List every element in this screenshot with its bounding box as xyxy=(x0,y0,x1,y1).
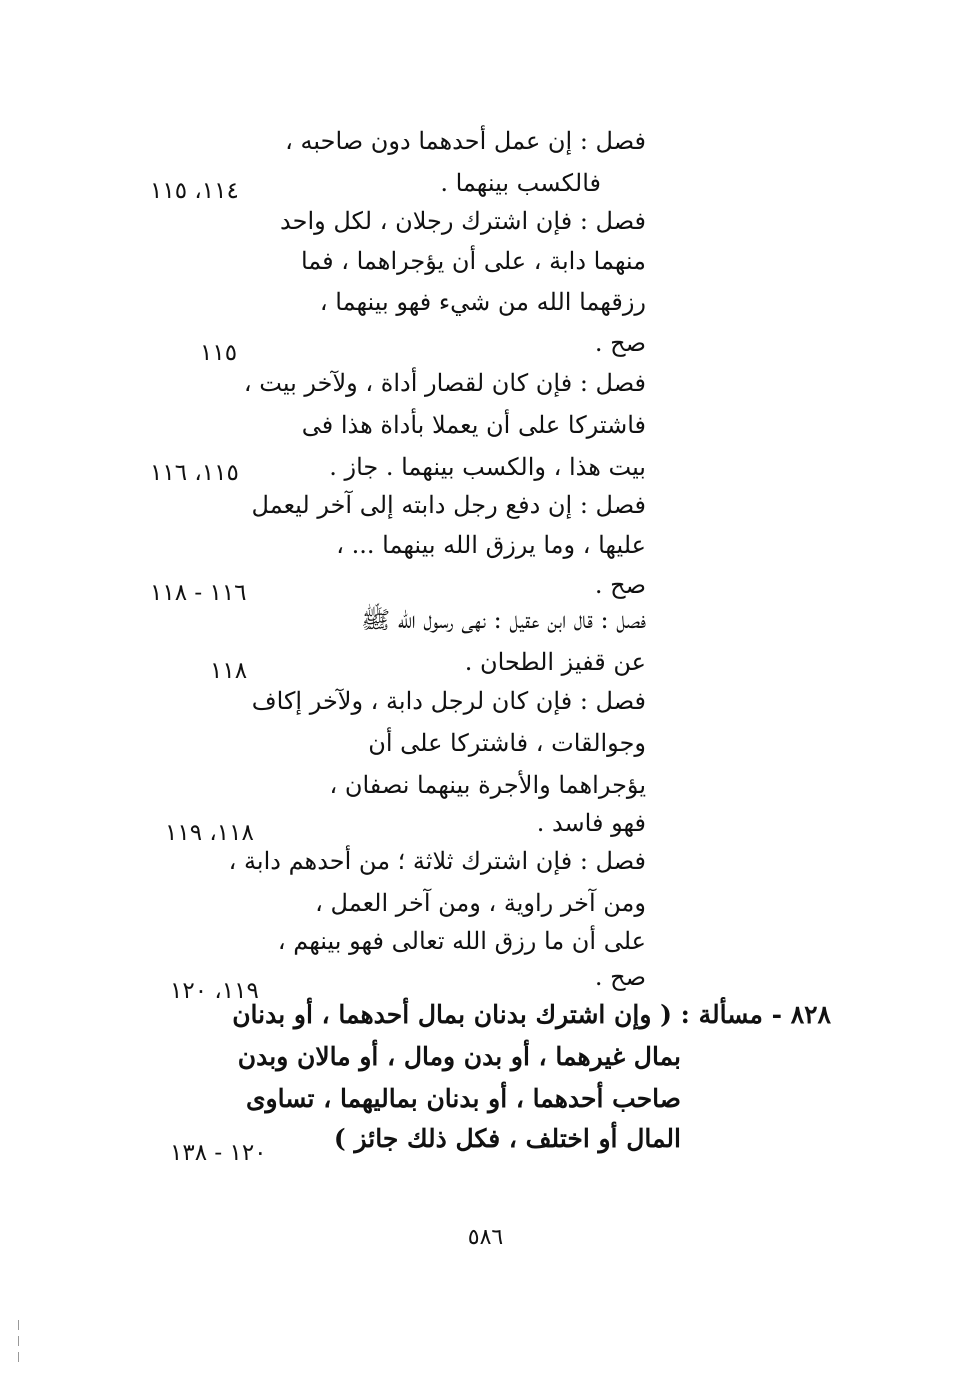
masala-line: صاحب أحدهما ، أو بدنان بماليهما ، تساوى xyxy=(245,1084,681,1113)
entry-line: عن قفيز الطحان . xyxy=(464,648,646,676)
masala-line: المال أو اختلف ، فكل ذلك جائز ) xyxy=(333,1124,681,1153)
page-reference: ١١٩، ١٢٠ xyxy=(170,978,259,1004)
masala-line: ٨٢٨ - مسألة : ( وإن اشترك بدنان بمال أحدهما ، أو بدنان xyxy=(232,1000,831,1029)
page-number: ٥٨٦ xyxy=(467,1225,504,1250)
entry-line: فصل : فإن كان لقصار أداة ، ولآخر بيت ، xyxy=(243,369,646,397)
page-reference: ١١٨، ١١٩ xyxy=(165,820,254,846)
masala-line: بمال غيرهما ، أو بدن ومال ، أو مالان وبدن xyxy=(237,1042,681,1071)
entry-line: فصل : إن دفع رجل دابته إلى آخر ليعمل xyxy=(251,491,646,519)
entry-line: على أن ما رزق الله تعالى فهو بينهم ، xyxy=(277,927,646,955)
entry-line: وجوالقات ، فاشتركا على أن xyxy=(368,729,646,757)
entry-line: رزقهما الله من شيء فهو بينهما ، xyxy=(319,288,646,316)
entry-line: صح . xyxy=(594,963,646,991)
entry-line: فصل : إن عمل أحدهما دون صاحبه ، xyxy=(285,127,646,155)
entry-line: فاشتركا على أن يعملا بأداة هذا فى xyxy=(301,411,646,439)
entry-line: فصل : فإن اشترك رجلان ، لكل واحد xyxy=(280,207,646,235)
entry-line: صح . xyxy=(594,571,646,599)
scan-edge-marks xyxy=(18,1320,26,1370)
entry-line: فالكسب بينهما . xyxy=(440,169,601,197)
page-reference: ١١٨ xyxy=(210,658,248,684)
page-reference: ١١٥، ١١٦ xyxy=(150,460,239,486)
entry-line: ومن آخر راوية ، ومن آخر العمل ، xyxy=(315,889,646,917)
entry-line: صح . xyxy=(594,329,646,357)
entry-line: فصل : فإن اشترك ثلاثة ؛ من أحدهم دابة ، xyxy=(228,847,646,875)
entry-line: بيت هذا ، والكسب بينهما . جاز . xyxy=(329,453,646,481)
page-reference: ١٢٠ - ١٣٨ xyxy=(170,1140,267,1166)
page-reference: ١١٦ - ١١٨ xyxy=(150,580,247,606)
entry-line: فهو فاسد . xyxy=(536,809,646,837)
page-reference: ١١٥ xyxy=(200,340,238,366)
entry-line: يؤجراهما والأجرة بينهما نصفان ، xyxy=(329,771,646,799)
entry-line: منهما دابة ، على أن يؤجراهما ، فما xyxy=(300,247,646,275)
entry-line: فصل : قال ابن عقيل : نهى رسول الله ﷺ xyxy=(361,606,646,634)
entry-line: فصل : فإن كان لرجل دابة ، ولآخر إكاف xyxy=(251,687,646,715)
entry-line: عليها ، وما يرزق الله بينهما ... ، xyxy=(336,531,646,559)
page-reference: ١١٤، ١١٥ xyxy=(150,178,239,204)
